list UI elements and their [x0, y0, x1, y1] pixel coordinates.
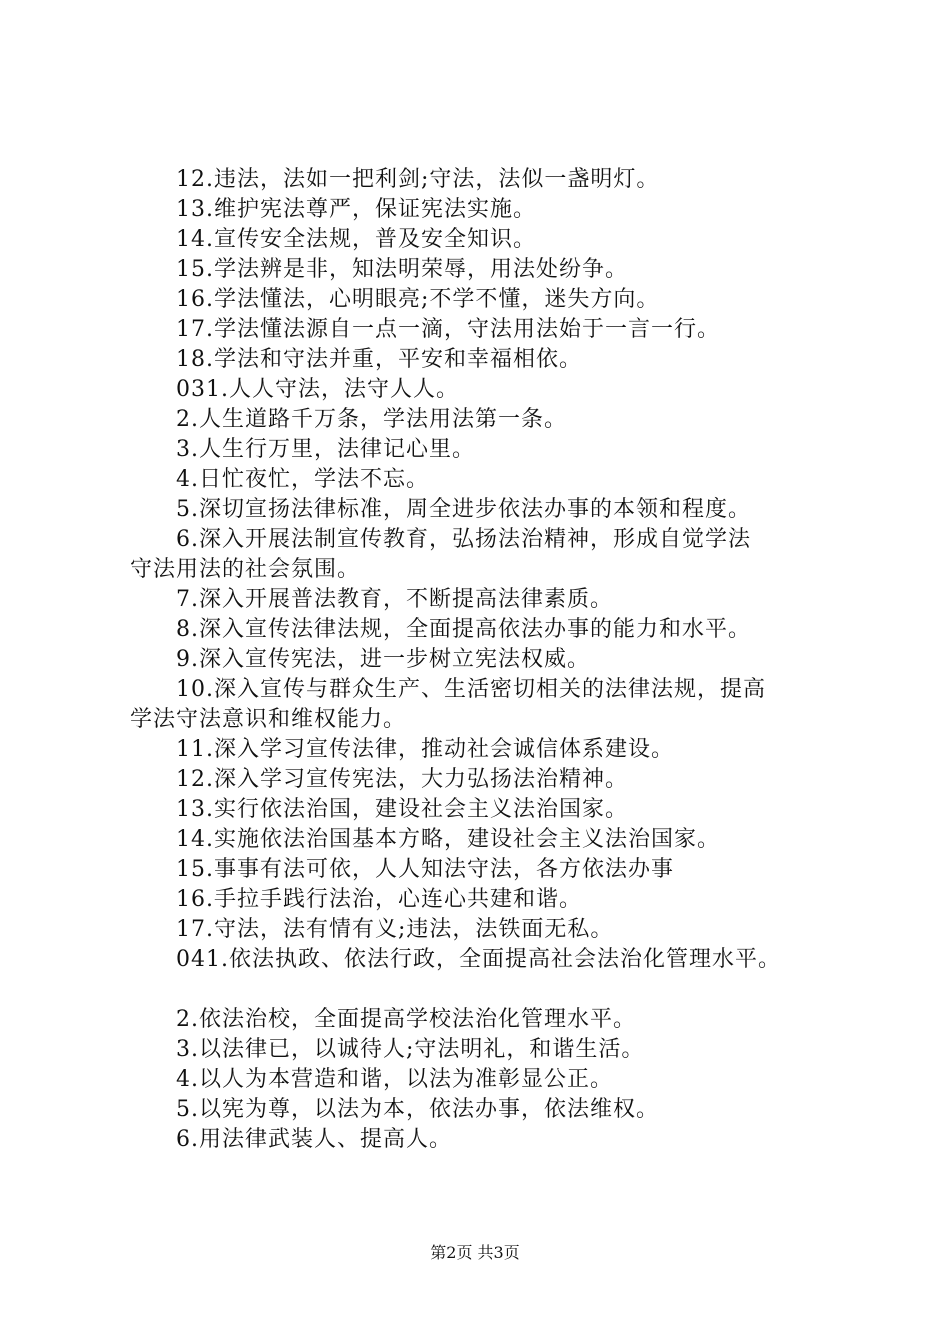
- text-line: 4.日忙夜忙，学法不忘。: [176, 467, 429, 492]
- page-footer: 第2页 共3页: [430, 1243, 520, 1262]
- text-line: 守法用法的社会氛围。: [130, 557, 361, 582]
- text-line: 5.以宪为尊，以法为本，依法办事，依法维权。: [176, 1097, 659, 1122]
- document-body: [130, 165, 835, 1155]
- text-line: 5.深切宣扬法律标准，周全进步依法办事的本领和程度。: [176, 497, 751, 522]
- text-line: 6.深入开展法制宣传教育，弘扬法治精神，形成自觉学法: [176, 527, 751, 552]
- text-line: 9.深入宣传宪法，进一步树立宪法权威。: [176, 647, 590, 672]
- text-line: 15.事事有法可依，人人知法守法，各方依法办事: [176, 857, 674, 882]
- text-line: 16.手拉手践行法治，心连心共建和谐。: [176, 887, 582, 912]
- text-line: 031.人人守法，法守人人。: [176, 377, 459, 402]
- text-line: 2.依法治校，全面提高学校法治化管理水平。: [176, 1007, 636, 1032]
- text-line: 17.守法，法有情有义;违法，法铁面无私。: [176, 917, 614, 942]
- text-line: 7.深入开展普法教育，不断提高法律素质。: [176, 587, 613, 612]
- text-line: 学法守法意识和维权能力。: [130, 707, 407, 732]
- text-line: 11.深入学习宣传法律，推动社会诚信体系建设。: [176, 737, 674, 762]
- text-line: 4.以人为本营造和谐，以法为准彰显公正。: [176, 1067, 613, 1092]
- text-line: 3.以法律已，以诚待人;守法明礼，和谐生活。: [176, 1037, 645, 1062]
- text-line: 17.学法懂法源自一点一滴，守法用法始于一言一行。: [176, 317, 720, 342]
- text-line: 12.深入学习宣传宪法，大力弘扬法治精神。: [176, 767, 628, 792]
- text-line: 041.依法执政、依法行政，全面提高社会法治化管理水平。: [176, 947, 781, 972]
- text-line: 16.学法懂法，心明眼亮;不学不懂，迷失方向。: [176, 287, 660, 312]
- text-line: 12.违法，法如一把利剑;守法，法似一盏明灯。: [176, 167, 660, 192]
- text-line: 15.学法辨是非，知法明荣辱，用法处纷争。: [176, 257, 628, 282]
- text-line: 2.人生道路千万条，学法用法第一条。: [176, 407, 567, 432]
- text-line: 14.宣传安全法规，普及安全知识。: [176, 227, 536, 252]
- text-line: 13.实行依法治国，建设社会主义法治国家。: [176, 797, 628, 822]
- text-line: 14.实施依法治国基本方略，建设社会主义法治国家。: [176, 827, 720, 852]
- text-line: 8.深入宣传法律法规，全面提高依法办事的能力和水平。: [176, 617, 751, 642]
- text-line: 10.深入宣传与群众生产、生活密切相关的法律法规，提高: [176, 677, 766, 702]
- text-line: 18.学法和守法并重，平安和幸福相依。: [176, 347, 582, 372]
- blank-line: [130, 975, 835, 1005]
- text-line: 13.维护宪法尊严，保证宪法实施。: [176, 197, 536, 222]
- text-line: 3.人生行万里，法律记心里。: [176, 437, 475, 462]
- text-line: 6.用法律武装人、提高人。: [176, 1127, 452, 1152]
